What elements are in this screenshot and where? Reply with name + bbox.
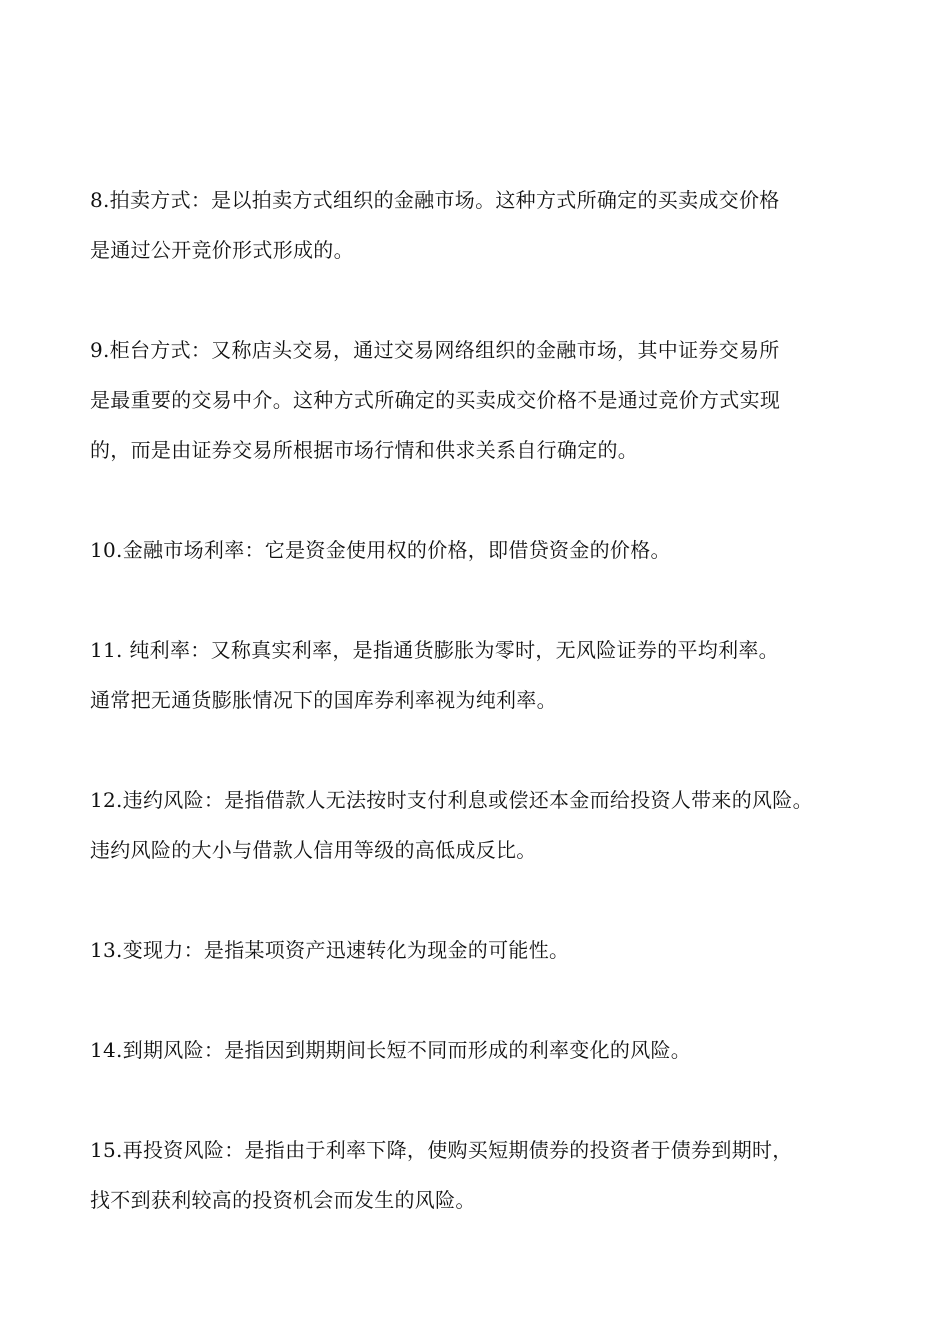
text-line: 10.金融市场利率：它是资金使用权的价格，即借贷资金的价格。 xyxy=(90,538,671,562)
paragraph-maturity-risk xyxy=(90,1025,880,1075)
text-line: 的，而是由证券交易所根据市场行情和供求关系自行确定的。 xyxy=(90,438,639,462)
paragraph-liquidity xyxy=(90,925,880,975)
paragraph-pure-interest-rate xyxy=(90,625,880,725)
text-line: 是通过公开竞价形式形成的。 xyxy=(90,238,354,262)
paragraph-default-risk xyxy=(90,775,880,875)
paragraph-market-interest-rate xyxy=(90,525,880,575)
paragraph-reinvestment-risk xyxy=(90,1125,880,1225)
text-line: 找不到获利较高的投资机会而发生的风险。 xyxy=(90,1188,476,1212)
text-line: 通常把无通货膨胀情况下的国库券利率视为纯利率。 xyxy=(90,688,557,712)
text-line: 14.到期风险：是指因到期期间长短不同而形成的利率变化的风险。 xyxy=(90,1038,692,1062)
text-line: 15.再投资风险：是指由于利率下降，使购买短期债券的投资者于债券到期时， xyxy=(90,1138,793,1162)
text-line: 9.柜台方式：又称店头交易，通过交易网络组织的金融市场，其中证券交易所 xyxy=(90,338,780,362)
paragraph-counter-method xyxy=(90,325,880,475)
text-line: 是最重要的交易中介。这种方式所确定的买卖成交价格不是通过竞价方式实现 xyxy=(90,388,781,412)
paragraph-auction-method xyxy=(90,175,880,275)
text-line: 8.拍卖方式：是以拍卖方式组织的金融市场。这种方式所确定的买卖成交价格 xyxy=(90,188,780,212)
text-line: 11. 纯利率：又称真实利率，是指通货膨胀为零时，无风险证券的平均利率。 xyxy=(90,638,779,662)
text-line: 12.违约风险：是指借款人无法按时支付利息或偿还本金而给投资人带来的风险。 xyxy=(90,788,813,812)
text-line: 违约风险的大小与借款人信用等级的高低成反比。 xyxy=(90,838,537,862)
text-line: 13.变现力：是指某项资产迅速转化为现金的可能性。 xyxy=(90,938,570,962)
